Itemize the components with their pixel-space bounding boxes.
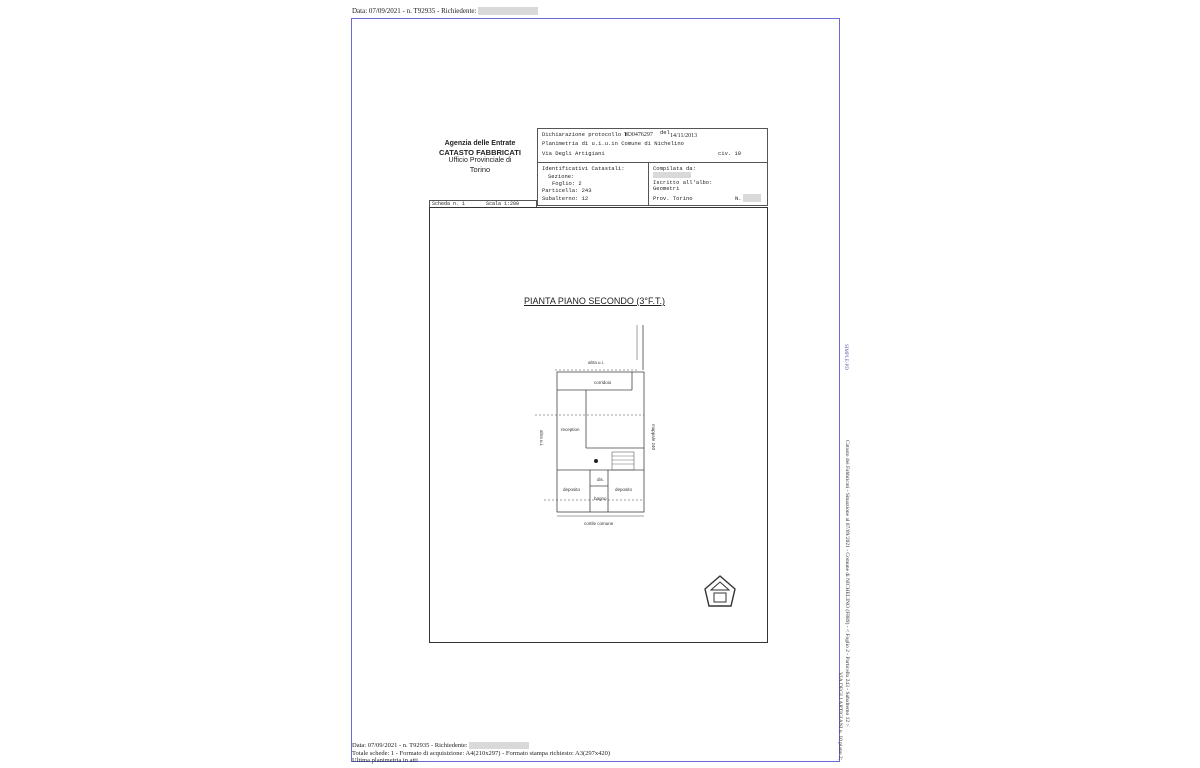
catasto-title: CATASTO FABBRICATI bbox=[439, 147, 521, 157]
scheda-number: Scheda n. 1 bbox=[432, 201, 466, 207]
number-label: N. bbox=[735, 195, 742, 202]
room-altra-ui: altra u.i. bbox=[588, 360, 605, 365]
subalterno: Subalterno: 12 bbox=[542, 195, 589, 202]
date-label: del bbox=[660, 129, 670, 136]
label-mappale: mappale 240 bbox=[651, 424, 656, 451]
scale: Scala 1:200 bbox=[486, 201, 520, 207]
protocol-label: Dichiarazione protocollo n. bbox=[542, 131, 632, 138]
footer-formats: Totale schede: 1 - Formato di acquisizione: A4(210x297) - Formato stampa richiesto: A3(297x420) bbox=[352, 749, 611, 757]
protocol-number: TO0476297 bbox=[624, 132, 653, 138]
plan-title: PIANTA PIANO SECONDO (3°F.T.) bbox=[524, 296, 665, 306]
declaration-date: 14/11/2013 bbox=[670, 133, 698, 139]
label-altra-ui-left: altra u.i. bbox=[539, 430, 544, 447]
redacted-field bbox=[478, 7, 538, 15]
side-stamp: SIMPLE-PD bbox=[843, 344, 848, 370]
room-deposito-left: deposito bbox=[563, 487, 581, 492]
province: Prov. Torino bbox=[653, 195, 693, 202]
side-address-line: VIA DEGLI ARTIGIANI n. 10 piano 2; bbox=[837, 672, 843, 761]
floor-plan bbox=[520, 320, 670, 535]
room-bagno: bagno bbox=[594, 496, 607, 501]
room-cortile: cortile comune bbox=[584, 521, 614, 526]
planimetry-line: Planimetria di u.i.u.in Comune di Nichelino bbox=[542, 140, 684, 147]
office-city: Torino bbox=[469, 164, 491, 174]
address: Via Degli Artigiani bbox=[542, 150, 605, 157]
footer bbox=[352, 742, 610, 765]
side-cadastral-line: Catasto dei Fabbricati - Situazione al 07/09/2021 - Comune di NICHELINO (F889) - < Foglio 2 - Particella 243 - Subalterno 12 > bbox=[844, 440, 850, 727]
profession: Geometri bbox=[653, 185, 680, 192]
compiled-box bbox=[648, 162, 768, 206]
redacted-field bbox=[469, 742, 529, 749]
declaration-box bbox=[537, 128, 768, 163]
plan-stairs bbox=[612, 452, 634, 470]
room-reception: reception bbox=[561, 427, 580, 432]
room-disimpegno: dis. bbox=[597, 477, 605, 482]
identifiers-title: Identificativi Catastali: bbox=[542, 165, 625, 172]
plan-column bbox=[594, 459, 598, 463]
redacted-field bbox=[743, 194, 761, 202]
redacted-field bbox=[653, 172, 691, 178]
agency-name: Agenzia delle Entrate bbox=[444, 140, 516, 147]
room-corridoio: corridoio bbox=[594, 380, 612, 385]
particella: Particella: 243 bbox=[542, 187, 592, 194]
room-deposito-right: deposito bbox=[615, 487, 633, 492]
north-arrow-icon bbox=[702, 573, 738, 611]
civic-number: civ. 10 bbox=[718, 150, 742, 157]
footer-request-line: Data: 07/09/2021 - n. T92935 - Richiedente: bbox=[352, 742, 610, 750]
identifiers-box bbox=[537, 162, 649, 206]
registered-label: Iscritto all'albo: bbox=[653, 179, 713, 186]
compiled-title: Compilata da: bbox=[653, 165, 696, 172]
header-request-line: Data: 07/09/2021 - n. T92935 - Richiedente: bbox=[352, 7, 538, 15]
office-label: Ufficio Provinciale di bbox=[448, 157, 512, 164]
sezione: Sezione: bbox=[548, 173, 575, 180]
foglio: Foglio: 2 bbox=[552, 180, 582, 187]
agency-block bbox=[430, 140, 530, 174]
footer-last-plan: Ultima planimetria in atti bbox=[352, 757, 418, 764]
